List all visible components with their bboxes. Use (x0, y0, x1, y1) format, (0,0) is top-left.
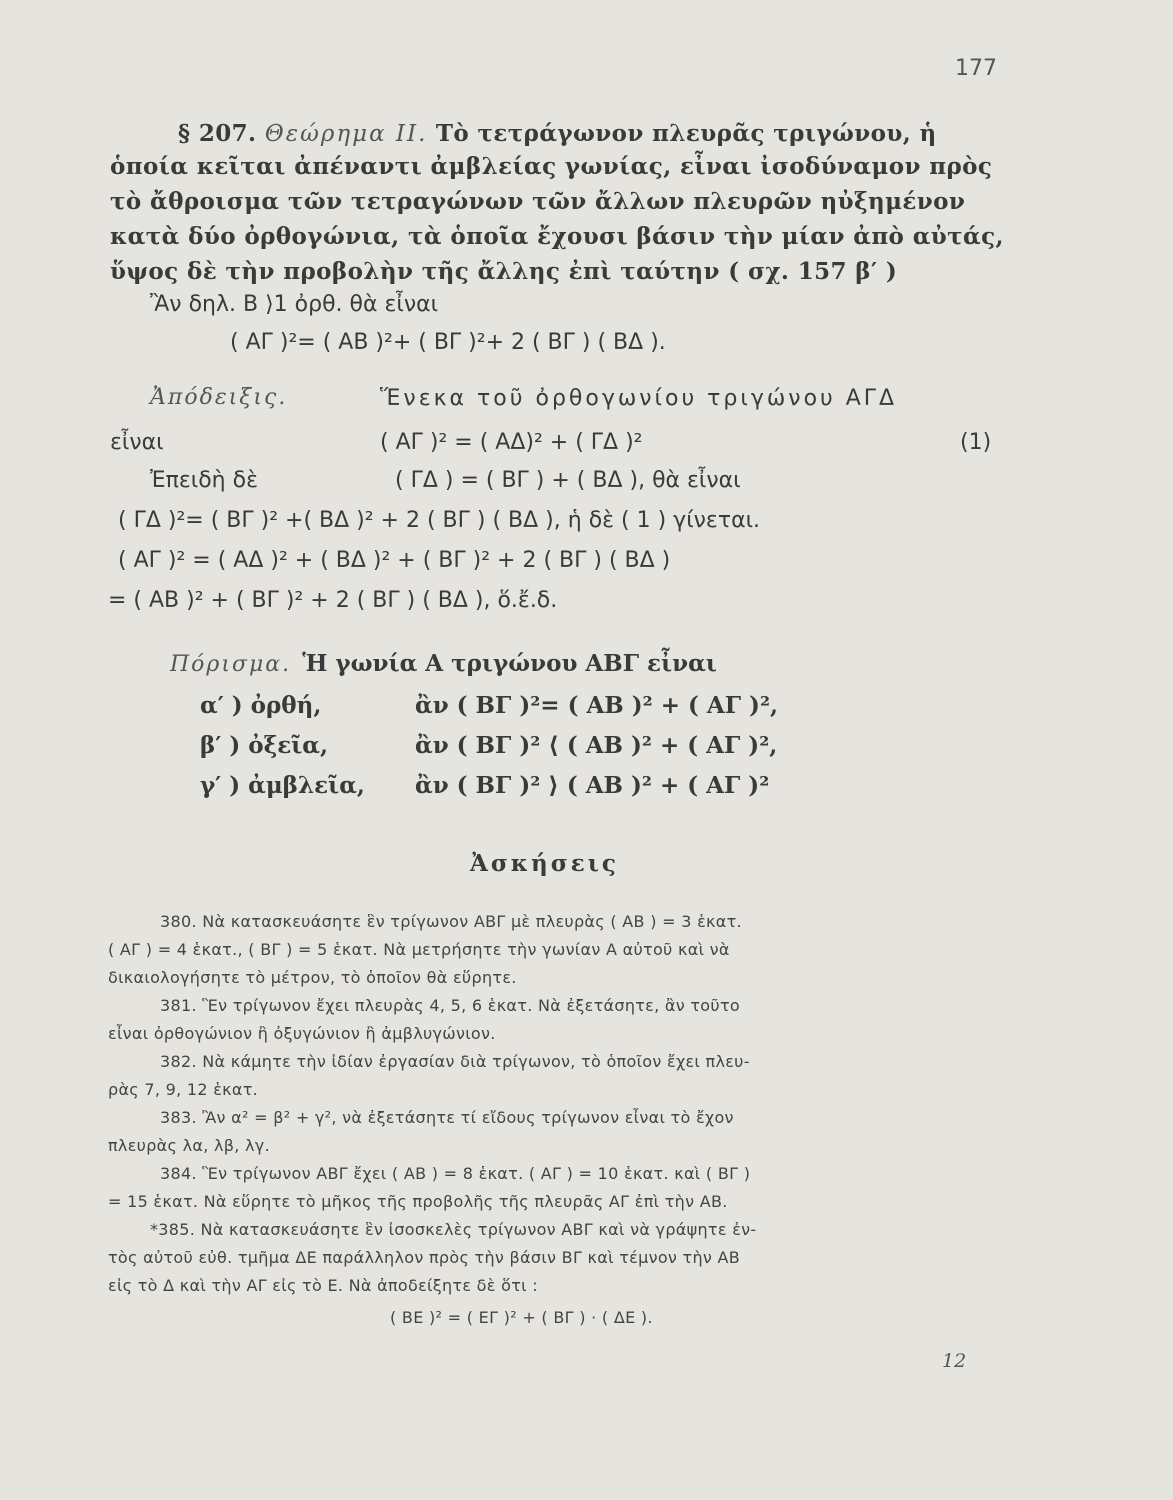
theorem-title: Θεώρημα ΙΙ. (264, 121, 428, 147)
exercise-line: εἶναι ὀρθογώνιον ἢ ὀξυγώνιον ἢ ἀμβλυγώνιον. (108, 1024, 496, 1043)
exercise-line: ρὰς 7, 9, 12 ἑκατ. (108, 1080, 259, 1099)
proof-label: Ἀπόδειξις. (150, 385, 288, 410)
corollary-case-c-condition: ἂν ( ΒΓ )² ⟩ ( ΑΒ )² + ( ΑΓ )² (415, 772, 770, 799)
corollary-case-a-label: α′ ) ὀρθή, (200, 692, 322, 719)
proof-line1-prefix: εἶναι (110, 430, 164, 455)
proof-line1-formula: ( ΑΓ )² = ( ΑΔ)² + ( ΓΔ )² (380, 430, 643, 455)
exercise-line: πλευρὰς λα, λβ, λγ. (108, 1136, 270, 1155)
exercise-line: 384. Ἓν τρίγωνον ΑΒΓ ἔχει ( ΑΒ ) = 8 ἑκατ. ( ΑΓ ) = 10 ἑκατ. καὶ ( ΒΓ ) (160, 1164, 751, 1183)
corollary-statement: Ἡ γωνία Α τριγώνου ΑΒΓ εἶναι (302, 650, 717, 677)
corollary-case-c-label: γ′ ) ἀμβλεῖα, (200, 772, 365, 799)
exercise-line: εἰς τὸ Δ καὶ τὴν ΑΓ εἰς τὸ Ε. Νὰ ἀποδείξητε δὲ ὅτι : (108, 1276, 538, 1295)
exercise-line: 380. Νὰ κατασκευάσητε ἓν τρίγωνον ΑΒΓ μὲ πλευρὰς ( ΑΒ ) = 3 ἑκατ. (160, 912, 742, 931)
proof-line3: ( ΓΔ )²= ( ΒΓ )² +( ΒΔ )² + 2 ( ΒΓ ) ( ΒΔ ), ἡ δὲ ( 1 ) γίνεται. (118, 508, 761, 533)
theorem-first-line (178, 120, 937, 147)
corollary-case-a-condition: ἂν ( ΒΓ )²= ( ΑΒ )² + ( ΑΓ )², (415, 692, 779, 719)
equation-ref-1: (1) (960, 430, 992, 455)
theorem-text-line-4: κατὰ δύο ὀρθογώνια, τὰ ὁποῖα ἔχουσι βάσιν τὴν μίαν ἀπὸ αὐτάς, (110, 223, 1004, 250)
proof-line4: ( ΑΓ )² = ( ΑΔ )² + ( ΒΔ )² + ( ΒΓ )² + 2 ( ΒΓ ) ( ΒΔ ) (118, 548, 671, 573)
theorem-formula: ( ΑΓ )²= ( ΑΒ )²+ ( ΒΓ )²+ 2 ( ΒΓ ) ( ΒΔ ). (230, 330, 666, 355)
theorem-text-line-5: ὕψος δὲ τὴν προβολὴν τῆς ἄλλης ἐπὶ ταύτην ( σχ. 157 β′ ) (110, 258, 898, 285)
page-number: 177 (955, 56, 997, 81)
theorem-text-line-2: ὁποία κεῖται ἀπέναντι ἀμβλείας γωνίας, εἶναι ἰσοδύναμον πρὸς (110, 153, 993, 180)
corollary-case-b-condition: ἂν ( ΒΓ )² ⟨ ( ΑΒ )² + ( ΑΓ )², (415, 732, 778, 759)
corollary-case-b-label: β′ ) ὀξεῖα, (200, 732, 329, 759)
exercise-line: 383. Ἂν α² = β² + γ², νὰ ἐξετάσητε τί εἴδους τρίγωνον εἶναι τὸ ἔχον (160, 1108, 734, 1127)
proof-line2-prefix: Ἐπειδὴ δὲ (150, 468, 258, 493)
corollary-header (170, 650, 717, 677)
exercise-line: 381. Ἓν τρίγωνον ἔχει πλευρὰς 4, 5, 6 ἑκατ. Νὰ ἐξετάσητε, ἂν τοῦτο (160, 996, 740, 1015)
exercise-line: 382. Νὰ κάμητε τὴν ἰδίαν ἐργασίαν διὰ τρίγωνον, τὸ ὁποῖον ἔχει πλευ- (160, 1052, 750, 1071)
theorem-text-line-1: Τὸ τετράγωνον πλευρᾶς τριγώνου, ἡ (435, 120, 937, 147)
proof-line-0 (150, 385, 287, 410)
exercise-line: δικαιολογήσητε τὸ μέτρον, τὸ ὁποῖον θὰ εὕρητε. (108, 968, 517, 987)
signature-number: 12 (942, 1350, 967, 1372)
exercise-line: *385. Νὰ κατασκευάσητε ἓν ἰσοσκελὲς τρίγωνον ΑΒΓ καὶ νὰ γράψητε ἐν- (150, 1220, 757, 1239)
theorem-hypothesis: Ἂν δηλ. Β ⟩1 ὀρθ. θὰ εἶναι (150, 292, 439, 317)
proof-line5: = ( ΑΒ )² + ( ΒΓ )² + 2 ( ΒΓ ) ( ΒΔ ), ὅ.ἔ.δ. (108, 588, 558, 613)
proof-intro: Ἕνεκα τοῦ ὀρθογωνίου τριγώνου ΑΓΔ (380, 386, 898, 411)
exercises-heading: Ἀσκήσεις (470, 850, 619, 877)
exercise-line: ( ΑΓ ) = 4 ἑκατ., ( ΒΓ ) = 5 ἑκατ. Νὰ μετρήσητε τὴν γωνίαν Α αὐτοῦ καὶ νὰ (108, 940, 730, 959)
proof-line2-formula: ( ΓΔ ) = ( ΒΓ ) + ( ΒΔ ), θὰ εἶναι (395, 468, 741, 493)
section-number: § 207. (178, 120, 257, 147)
corollary-label: Πόρισμα. (170, 652, 292, 677)
exercise-formula: ( ΒΕ )² = ( ΕΓ )² + ( ΒΓ ) · ( ΔΕ ). (390, 1308, 653, 1327)
exercise-line: = 15 ἑκατ. Νὰ εὕρητε τὸ μῆκος τῆς προβολῆς τῆς πλευρᾶς ΑΓ ἐπὶ τὴν ΑΒ. (108, 1192, 728, 1211)
exercise-line: τὸς αὐτοῦ εὐθ. τμῆμα ΔΕ παράλληλον πρὸς τὴν βάσιν ΒΓ καὶ τέμνον τὴν ΑΒ (108, 1248, 741, 1267)
theorem-text-line-3: τὸ ἄθροισμα τῶν τετραγώνων τῶν ἄλλων πλευρῶν ηὐξημένον (110, 188, 966, 215)
